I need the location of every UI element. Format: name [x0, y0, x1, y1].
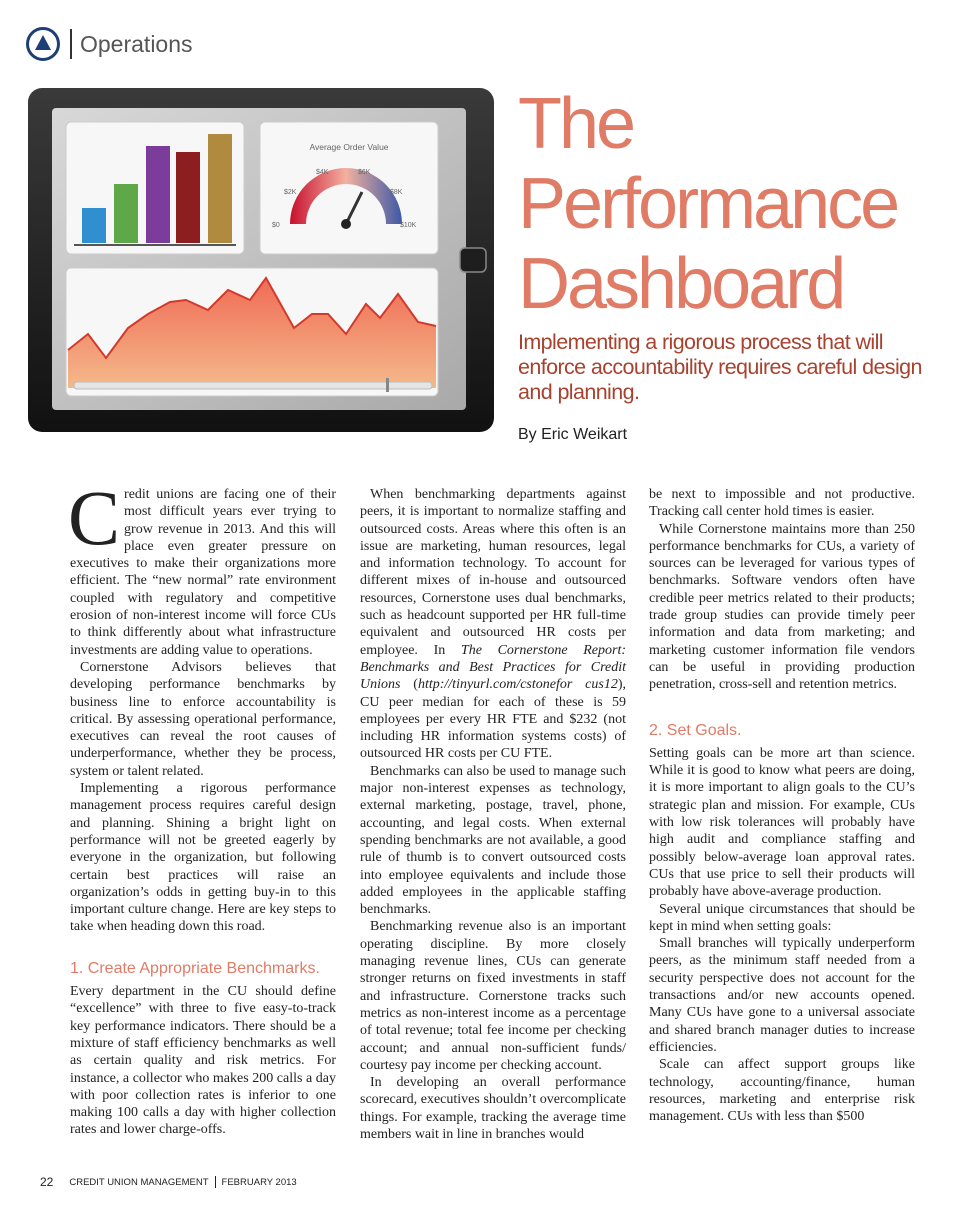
paragraph-7: Benchmarking revenue also is an important operating discipline. By more closely managing revenue lines, CUs can generate stronger returns on fixed investments in staff and infrastructure. Cornerstone tracks such metrics as non-interest income as a percentage of total revenue; total fee income per checking account; and annual non-sufficient funds/ courtesy pay income per checking account. [360, 919, 626, 1073]
paragraph-9: be next to impossible and not productive. Tracking call center hold times is easier. [649, 487, 915, 520]
column-2 [360, 486, 626, 1143]
gauge-label-6k: $6K [358, 169, 371, 176]
paragraph-8: In developing an overall performance scorecard, executives shouldn’t overcomplicate things. For example, tracking the average time members wait in line in branches would [360, 1075, 626, 1142]
paragraph-1 [68, 474, 336, 659]
article-byline: By Eric Weikart [518, 426, 628, 443]
page-number: 22 [40, 1175, 54, 1189]
column-3 [649, 486, 915, 1125]
paragraph-3: Implementing a rigorous performance management process requires careful design and planning. Shining a bright light on performance will not be greeted eagerly by everyone in the organization, but following certain best practices will raise an organization’s odds in getting buy-in to this important culture change. Here are key steps to take when heading down this road. [70, 781, 336, 935]
footer-divider [215, 1176, 216, 1188]
paragraph-5-text-a: When benchmarking departments against peers, it is important to normalize staffing and outsourced costs. Areas where this often is an issue are marketing, human resources, legal and information technology. To account for different mixes of in-house and outsourced resources, Cornerstone uses dual benchmarks, such as headcount supported per HR full-time equivalent and outsourced HR costs per employee. In [360, 487, 626, 658]
bar-4 [176, 152, 200, 243]
gauge-label-8k: $8K [390, 189, 403, 196]
paragraph-10: While Cornerstone maintains more than 250 performance benchmarks for CUs, a variety of sources can be leveraged for various types of benchmarks. Software vendors often have credible peer metrics related to their products; trade group studies can provide timely peer information and data from marketing; and marketing customer information file vendors can be useful in providing production penetration, cross-sell and retention metrics. [649, 521, 915, 693]
header-divider [70, 29, 72, 59]
gauge-label-10k: $10K [400, 222, 417, 229]
bar-3 [146, 146, 170, 243]
drop-cap: C [68, 474, 121, 561]
report-url: http://tinyurl.com/cstonefor cus12 [417, 677, 618, 693]
publication-name: CREDIT UNION MANAGEMENT [69, 1176, 209, 1188]
paragraph-2: Cornerstone Advisors believes that developing performance benchmarks by business line to enforce accountability is critical. By assessing operational performance, executives can reveal the root causes of underperformance, whether they be process, system or talent related. [70, 659, 336, 779]
article-title [518, 84, 948, 324]
paragraph-5-text-b: ( [400, 677, 418, 693]
paragraph-14: Scale can affect support groups like technology, accounting/finance, human resources, marketing and enterprise risk management. CUs with less than $500 [649, 1057, 915, 1125]
area-chart-scroll-thumb [386, 378, 389, 392]
gauge-label-2k: $2K [284, 189, 297, 196]
paragraph-4: Every department in the CU should define “excellence” with three to five easy-to-track key performance indicators. There should be a mixture of staff efficiency benchmarks as well as certain quality and risk metrics. For instance, a collector who makes 200 calls a day with poor collection rates is inferior to one making 100 calls a day with higher collection rates and lower charge-offs. [70, 984, 336, 1138]
tablet-dashboard-illustration [28, 88, 494, 432]
paragraph-11: Setting goals can be more art than science. While it is good to know what peers are doing, it is more important to align goals to the CU’s strategic plan and mission. For example, CUs with low risk tolerances will probably have high audit and compliance staffing and possibly below-average loan approval rates. CUs that use price to sell their products will probably have above-average production. [649, 745, 915, 900]
page-footer [40, 1175, 297, 1189]
subhead-1: 1. Create Appropriate Benchmarks. [70, 959, 320, 977]
paragraph-5 [360, 486, 626, 763]
article-subtitle: Implementing a rigorous process that will enforce accountability requires careful design and planning. [518, 330, 922, 404]
paragraph-1-text: redit unions are facing one of their most difficult years ever trying to grow revenue in 2013. And this will place even greater pressure on executives to make their organizations more efficient. The “new normal” rate environment coupled with regulatory and competitive erosion of non-interest income will force CUs to think differently about what infrastructure investments are adding value to operations. [70, 487, 336, 658]
paragraph-6: Benchmarks can also be used to manage such major non-interest expenses as technology, external marketing, postage, travel, phone, accounting, and legal costs. When external spending benchmarks are not available, a good rule of thumb is to convert outsourced costs into employee equivalents and include those added employees in the applicable staffing benchmarks. [360, 763, 626, 918]
section-label: Operations [80, 30, 193, 57]
title-line-2: Performance [518, 164, 898, 244]
gauge-label-0: $0 [272, 222, 280, 229]
report-title: The Cornerstone Report: Benchmarks and Best Practices for Credit Unions [360, 642, 626, 693]
title-line-3: Dashboard [518, 244, 844, 324]
title-line-1: The [518, 84, 634, 164]
page-header [26, 26, 193, 62]
paragraph-13: Small branches will typically underperform peers, as the minimum staff needed from a security perspective does not account for the transactions and/or new accounts opened. Many CUs have gone to a universal associate and shared branch manager duties to increase efficiencies. [649, 936, 915, 1055]
tablet-home-button [460, 248, 486, 272]
bar-1 [82, 208, 106, 243]
gauge-title: Average Order Value [309, 142, 389, 152]
cu-management-logo-icon [26, 27, 60, 61]
issue-date: FEBRUARY 2013 [221, 1176, 297, 1188]
area-chart-scrollbar [74, 382, 432, 389]
paragraph-12: Several unique circumstances that should be kept in mind when setting goals: [649, 901, 915, 934]
bar-5 [208, 134, 232, 243]
gauge-hub [341, 219, 351, 229]
gauge-label-4k: $4K [316, 169, 329, 176]
subhead-2: 2. Set Goals. [649, 721, 742, 739]
bar-2 [114, 184, 138, 243]
column-1 [68, 474, 336, 1139]
paragraph-5-text-c: ), CU peer median for each of these is 59 employees per every HR FTE and $232 (not including HR information systems costs) of outsourced HR costs per CU FTE. [360, 677, 626, 762]
